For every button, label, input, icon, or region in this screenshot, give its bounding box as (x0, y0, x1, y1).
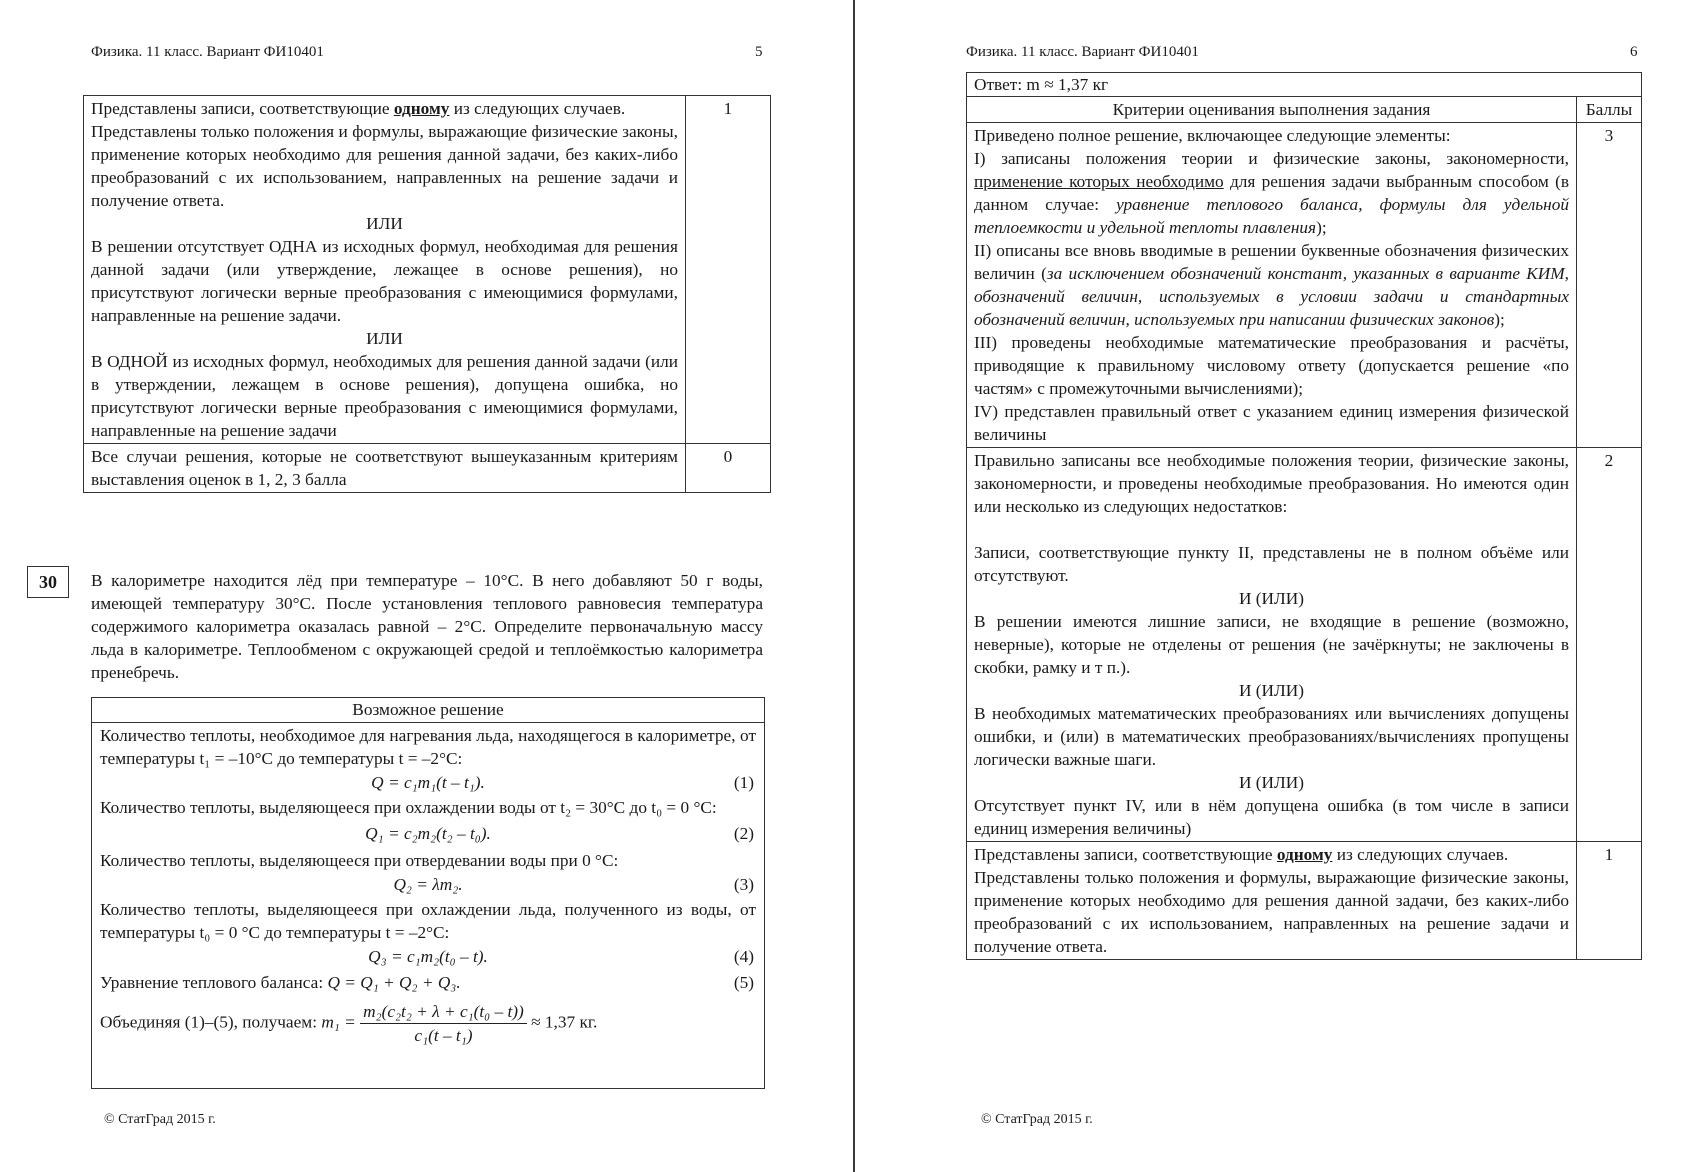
page-number: 5 (755, 44, 763, 60)
emphasis-word: одному (1276, 845, 1333, 864)
criteria-cell: Приведено полное решение, включающее следующие элементы: I) записаны положения теории и физические законы, закономерности, применение которых необходимо для решения задачи выбранным способом (в данном случае: уравнение теплового баланса, формулы для удельной теплоемкости и удельной теплоты плавления); II) описаны все вновь вводимые в решении буквенные обозначения физических величин (за исключением обозначений констант, указанных в варианте КИМ, обозначений величин, используемых в условии задачи и стандартных обозначений величин, используемых при написании физических законов); III) проведены необходимые математические преобразования и расчёты, приводящие к правильному числовому ответу (допускается решение «по частям» с промежуточными вычислениями); IV) представлен правильный ответ с указанием единиц измерения физической величины (967, 123, 1577, 448)
criteria-table-continued (83, 95, 771, 493)
solution-step: Количество теплоты, необходимое для нагревания льда, находящегося в калориметре, от температуры t₁ = –10°C до температуры t = –2°C: (100, 726, 756, 768)
score-cell: 3 (1577, 123, 1642, 448)
fraction: $\frac{\text{m₂(c₂t₂ + λ + c₁(t₀ – t))}}{\text{c₁(t – t₁)}}$ (360, 1000, 527, 1047)
score-cell: 1 (686, 96, 771, 444)
solution-step: Количество теплоты, выделяющееся при отвердевании воды при 0 °C: (100, 851, 619, 870)
final-formula: Объединяя (1)–(5), получаем: m₁ = $\frac{\text{m₂(c₂t₂ + λ + c₁(t₀ – t))}}{\text{c₁(t – t₁)}}$ ≈ 1,37 кг. (100, 1002, 598, 1045)
criteria-cell: Представлены записи, соответствующие одному из следующих случаев. Представлены только положения и формулы, выражающие физические законы, применение которых необходимо для решения данной задачи, без каких-либо преобразований с их использованием, направленных на решение задачи и получение ответа. (967, 842, 1577, 960)
score-cell: 2 (1577, 448, 1642, 842)
column-header: Критерии оценивания выполнения задания (967, 97, 1577, 123)
equation: Уравнение теплового баланса: Q = Q₁ + Q₂ + Q₃. (5) (100, 973, 754, 992)
criteria-table (966, 72, 1642, 960)
equation: Q₁ = c₂m₂(t₂ – t₀). (2) (365, 824, 754, 843)
criteria-cell: Все случаи решения, которые не соответствуют вышеуказанным критериям выставления оценок в 1, 2, 3 балла (84, 444, 686, 493)
criteria-cell: Правильно записаны все необходимые положения теории, физические законы, закономерности, и проведены необходимые преобразования. Но имеются один или несколько из следующих недостатков: Записи, соответствующие пункту II, представлены не в полном объёме или отсутствуют. И (ИЛИ) В решении имеются лишние записи, не входящие в решение (возможно, неверные), которые не отделены от решения (не зачёркнуты; не заключены в скобки, рамку и т п.). И (ИЛИ) В необходимых математических преобразованиях или вычислениях допущены ошибки, и (или) в математических преобразованиях/вычислениях пропущены логически важные шаги. И (ИЛИ) Отсутствует пункт IV, или в нём допущена ошибка (в том числе в записи единиц измерения величины) (967, 448, 1577, 842)
score-cell: 1 (1577, 842, 1642, 960)
table-row (967, 842, 1642, 960)
equation: Q₃ = c₁m₂(t₀ – t). (4) (368, 947, 754, 966)
table-row (84, 444, 771, 493)
solution-step: Количество теплоты, выделяющееся при охлаждении льда, полученного из воды, от температуры t₀ = 0 °C до температуры t = –2°C: (100, 900, 756, 942)
table-row (967, 448, 1642, 842)
page-header: Физика. 11 класс. Вариант ФИ10401 (91, 44, 324, 60)
page-footer: © СтатГрад 2015 г. (104, 1112, 216, 1127)
task-number: 30 (27, 566, 69, 598)
score-cell: 0 (686, 444, 771, 493)
equation: Q₂ = λm₂. (3) (393, 875, 754, 894)
table-row (967, 123, 1642, 448)
answer-cell: Ответ: m ≈ 1,37 кг (967, 73, 1642, 97)
equation: Q = c₁m₁(t – t₁). (1) (371, 773, 754, 792)
solution-step: Количество теплоты, выделяющееся при охлаждении воды от t₂ = 30°C до t₀ = 0 °C: (100, 798, 717, 817)
table-row (967, 97, 1642, 123)
column-header: Баллы (1577, 97, 1642, 123)
right-page (855, 0, 1708, 1172)
solution-box (91, 697, 765, 1089)
page-header: Физика. 11 класс. Вариант ФИ10401 (966, 44, 1199, 60)
left-page (0, 0, 853, 1172)
task-text: В калориметре находится лёд при температуре – 10°C. В него добавляют 50 г воды, имеющей температуру 30°C. После установления теплового равновесия температура содержимого калориметра оказалась равной – 2°C. Определите первоначальную массу льда в калориметре. Теплообменом с окружающей средой и теплоёмкостью калориметра пренебречь. (91, 571, 763, 682)
emphasis-word: одному (393, 99, 450, 118)
page-footer: © СтатГрад 2015 г. (981, 1112, 1093, 1127)
table-row (967, 73, 1642, 97)
solution-title: Возможное решение (92, 698, 764, 723)
table-row (84, 96, 771, 444)
criteria-cell: Представлены записи, соответствующие одному из следующих случаев. Представлены только положения и формулы, выражающие физические законы, применение которых необходимо для решения данной задачи, без каких-либо преобразований с их использованием, направленных на решение задачи и получение ответа. ИЛИ В решении отсутствует ОДНА из исходных формул, необходимая для решения данной задачи (или утверждение, лежащее в основе решения), но присутствуют логически верные преобразования с имеющимися формулами, направленные на решение задачи. ИЛИ В ОДНОЙ из исходных формул, необходимых для решения данной задачи (или в утверждении, лежащем в основе решения), допущена ошибка, но присутствуют логически верные преобразования с имеющимися формулами, направленные на решение задачи (84, 96, 686, 444)
page-number: 6 (1630, 44, 1638, 60)
